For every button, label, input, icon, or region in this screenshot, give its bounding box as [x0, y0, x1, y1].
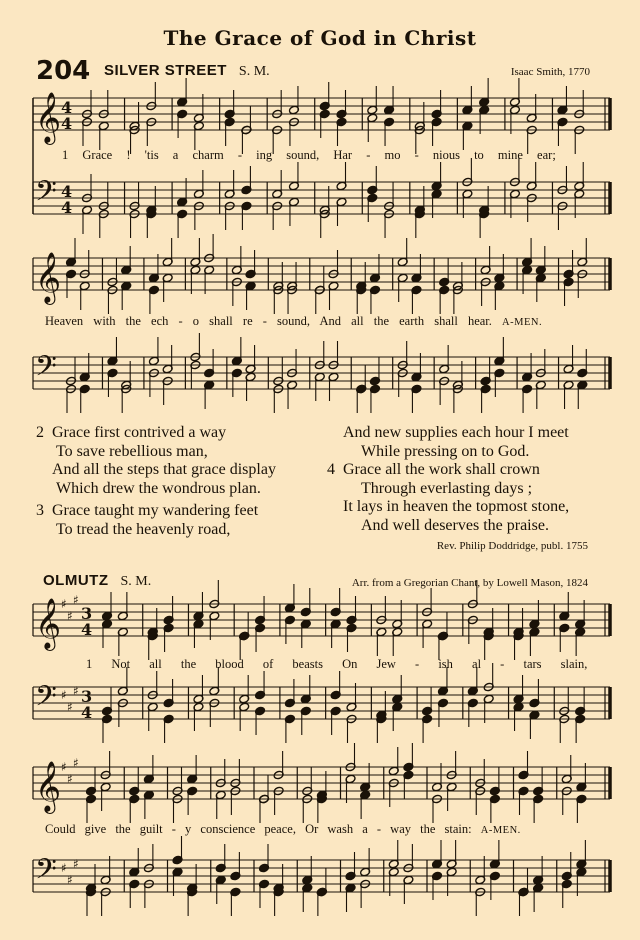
treble-clef: 𝄞 — [35, 252, 62, 303]
verse-line: And all the steps that grace display — [52, 461, 276, 478]
sharp-sign: ♯ — [67, 772, 73, 786]
sharp-sign: ♯ — [61, 861, 67, 875]
sharp-sign: ♯ — [61, 597, 67, 611]
time-signature: 4 — [61, 198, 73, 217]
verse-line: Grace taught my wandering feet — [52, 502, 259, 519]
author-credit: Rev. Philip Doddridge, publ. 1755 — [436, 540, 588, 552]
verse-block-right: And new supplies each hour I meet While pressing on to God. 4 Grace all the work shall crown Through everlasting days ; It lays in heaven the topmost stone, And well deserves the praise. — [327, 424, 570, 534]
bass-clef: 𝄢 — [35, 853, 57, 893]
meter: S. M. — [120, 574, 152, 589]
lyrics-line: 1 Not all the blood of beasts On Jew - ish al - tars slain, — [86, 657, 588, 671]
time-signature: 4 — [81, 703, 93, 722]
sharp-sign: ♯ — [67, 873, 73, 887]
sharp-sign: ♯ — [61, 688, 67, 702]
section-title: The Grace of God in Christ — [163, 26, 477, 50]
tune-name-silver-street: SILVER STREET S. M. — [104, 62, 270, 79]
lyrics-line: Could give the guilt - y conscience peace, Or wash a - way the stain: A-MEN. — [45, 822, 521, 836]
verse-line: While pressing on to God. — [361, 442, 530, 460]
bass-clef: 𝄢 — [35, 175, 57, 215]
meter: S. M. — [238, 64, 270, 79]
sharp-sign: ♯ — [61, 760, 67, 774]
bass-clef: 𝄢 — [35, 350, 57, 390]
treble-clef: 𝄞 — [35, 92, 62, 143]
time-signature: 4 — [61, 98, 73, 117]
amen: A-MEN. — [502, 317, 543, 328]
time-signature: 3 — [81, 604, 93, 623]
verse-line: To tread the heavenly road, — [56, 520, 231, 538]
composer-credit: Arr. from a Gregorian Chant, by Lowell Mason, 1824 — [351, 577, 588, 589]
verse-line: Which drew the wondrous plan. — [56, 479, 261, 497]
verse-line: Grace first contrived a way — [52, 424, 227, 441]
sharp-sign: ♯ — [73, 756, 79, 770]
hymn-number: 204 — [36, 56, 91, 86]
sharp-sign: ♯ — [73, 593, 79, 607]
verse-line: And new supplies each hour I meet — [343, 424, 569, 441]
sharp-sign: ♯ — [67, 609, 73, 623]
bass-clef: 𝄢 — [35, 680, 57, 720]
time-signature: 3 — [81, 687, 93, 706]
verse-line: And well deserves the praise. — [361, 516, 549, 534]
verse-line: Through everlasting days ; — [361, 479, 533, 497]
lyrics-line: 1 Grace ! 'tis a charm - ing sound, Har - mo - nious to mine ear; — [62, 148, 556, 162]
treble-clef: 𝄞 — [35, 761, 62, 812]
sharp-sign: ♯ — [73, 857, 79, 871]
time-signature: 4 — [61, 182, 73, 201]
sharp-sign: ♯ — [73, 684, 79, 698]
tune-name-olmutz: OLMUTZ S. M. — [43, 572, 152, 589]
sharp-sign: ♯ — [67, 700, 73, 714]
amen: A-MEN. — [480, 825, 521, 836]
verse-line: It lays in heaven the topmost stone, — [343, 498, 570, 515]
lyrics-line: Heaven with the ech - o shall re - sound, And all the earth shall hear. A-MEN. — [45, 314, 543, 328]
verse-block-left: 2 Grace first contrived a way To save rebellious man, And all the steps that grace display Which drew the wondrous plan. 3 Grace taught my wandering feet To tread the heavenly road, — [36, 424, 276, 538]
verse-line: Grace all the work shall crown — [343, 461, 540, 478]
composer-credit: Isaac Smith, 1770 — [510, 66, 590, 78]
time-signature: 4 — [81, 620, 93, 639]
time-signature: 4 — [61, 114, 73, 133]
verse-line: To save rebellious man, — [56, 442, 208, 460]
treble-clef: 𝄞 — [35, 598, 62, 649]
